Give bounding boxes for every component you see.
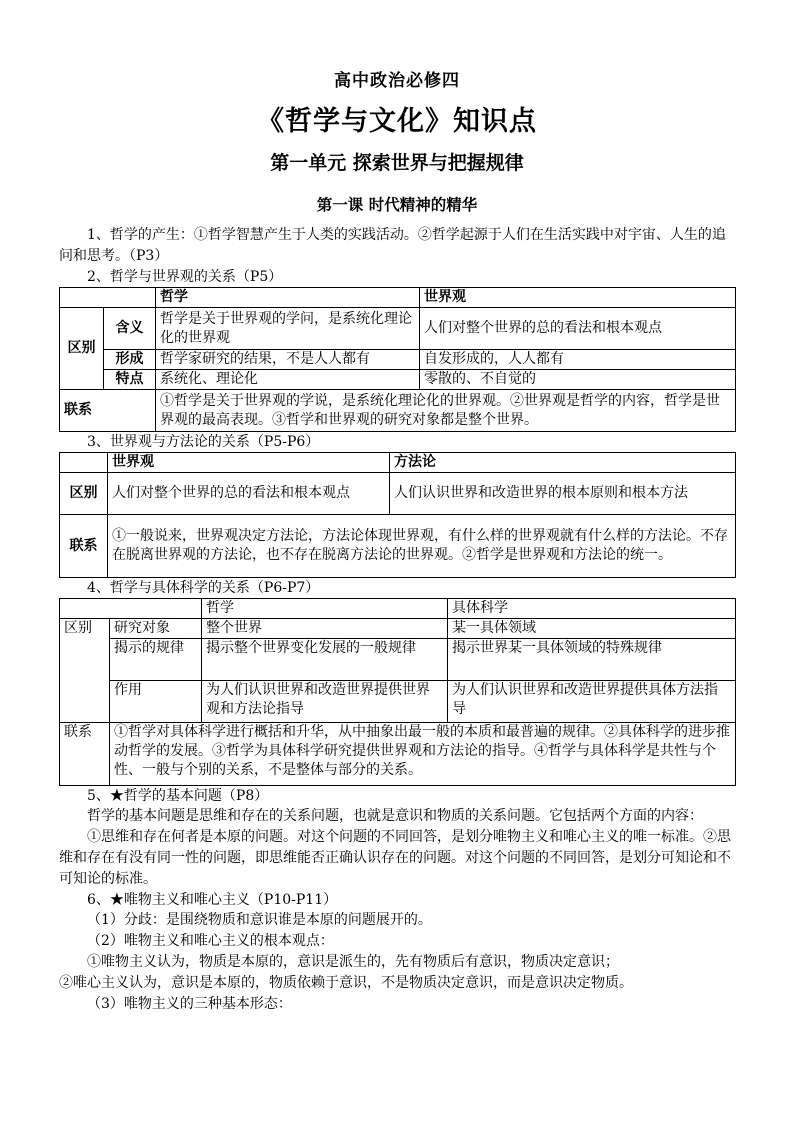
row-group-difference: 区别 bbox=[60, 619, 110, 723]
paragraph: （1）分歧：是围绕物质和意识谁是本原的问题展开的。 bbox=[87, 912, 432, 928]
row-group-difference: 区别 bbox=[60, 308, 104, 390]
table-cell: 人们对整个世界的总的看法和根本观点 bbox=[108, 473, 390, 515]
table-corner-cell bbox=[60, 288, 156, 308]
paragraph: （2）唯物主义和唯心主义的根本观点： bbox=[87, 933, 334, 949]
table-cell: 揭示世界某一具体领域的特殊规律 bbox=[448, 639, 736, 681]
unit-title: 第一单元 探索世界与把握规律 bbox=[270, 152, 524, 174]
section-6-title: 6、★唯物主义和唯心主义（P10-P11） bbox=[87, 892, 338, 908]
table-cell: 自发形成的，人人都有 bbox=[420, 350, 736, 370]
row-label-link: 联系 bbox=[60, 515, 108, 578]
lesson-title: 第一课 时代精神的精华 bbox=[316, 195, 478, 214]
table-corner-cell bbox=[60, 599, 202, 619]
paragraph: ②唯心主义认为，意识是本原的，物质依赖于意识，不是物质决定意识，而是意识决定物质。 bbox=[59, 975, 633, 991]
row-label-link: 联系 bbox=[60, 390, 156, 432]
column-header-science: 具体科学 bbox=[448, 599, 736, 619]
column-header-worldview: 世界观 bbox=[108, 453, 390, 473]
table-cell: 人们对整个世界的总的看法和根本观点 bbox=[420, 308, 736, 350]
row-label: 研究对象 bbox=[110, 619, 202, 639]
table-cell: 零散的、不自觉的 bbox=[420, 370, 736, 390]
worldview-methodology-table bbox=[59, 452, 736, 578]
document-page bbox=[59, 66, 735, 1015]
paragraph: ①唯物主义认为，物质是本原的，意识是派生的，先有物质后有意识，物质决定意识； bbox=[87, 954, 619, 970]
paragraph: （3）唯物主义的三种基本形态： bbox=[87, 996, 292, 1012]
column-header-philosophy: 哲学 bbox=[202, 599, 448, 619]
column-header-methodology: 方法论 bbox=[390, 453, 736, 473]
book-title: 《哲学与文化》知识点 bbox=[257, 106, 537, 137]
table-cell: 整个世界 bbox=[202, 619, 448, 639]
column-header-philosophy: 哲学 bbox=[156, 288, 420, 308]
section-3-title: 3、世界观与方法论的关系（P5-P6） bbox=[87, 434, 320, 450]
column-header-worldview: 世界观 bbox=[420, 288, 736, 308]
table-cell: 某一具体领域 bbox=[448, 619, 736, 639]
link-text-cell: ①哲学是关于世界观的学说，是系统化理论化的世界观。②世界观是哲学的内容，哲学是世界观的最高表现。③哲学和世界观的研究对象都是整个世界。 bbox=[156, 390, 736, 432]
table-cell: 为人们认识世界和改造世界提供具体方法指导 bbox=[448, 681, 736, 723]
table-cell: 哲学是关于世界观的学问，是系统化理论化的世界观 bbox=[156, 308, 420, 350]
table-cell: 揭示整个世界变化发展的一般规律 bbox=[202, 639, 448, 681]
course-title: 高中政治必修四 bbox=[334, 71, 460, 91]
section-5-title: 5、★哲学的基本问题（P8） bbox=[87, 788, 269, 804]
philosophy-science-table bbox=[59, 598, 736, 786]
section-2-title: 2、哲学与世界观的关系（P5） bbox=[87, 269, 283, 285]
table-cell: 人们认识世界和改造世界的根本原则和根本方法 bbox=[390, 473, 736, 515]
philosophy-worldview-table bbox=[59, 287, 736, 432]
row-label: 特点 bbox=[104, 370, 156, 390]
row-label-link: 联系 bbox=[60, 723, 110, 786]
row-label: 形成 bbox=[104, 350, 156, 370]
row-label: 含义 bbox=[104, 308, 156, 350]
link-text-cell: ①哲学对具体科学进行概括和升华，从中抽象出最一般的本质和最普遍的规律。②具体科学的进步推动哲学的发展。③哲学为具体科学研究提供世界观和方法论的指导。④哲学与具体科学是共性与个性、一般与个别的关系，不是整体与部分的关系。 bbox=[110, 723, 736, 786]
link-text-cell: ①一般说来，世界观决定方法论，方法论体现世界观，有什么样的世界观就有什么样的方法论。不存在脱离世界观的方法论，也不存在脱离方法论的世界观。②哲学是世界观和方法论的统一。 bbox=[108, 515, 736, 578]
row-label: 作用 bbox=[110, 681, 202, 723]
paragraph: ①思维和存在何者是本原的问题。对这个问题的不同回答，是划分唯物主义和唯心主义的唯一标准。②思维和存在有没有同一性的问题，即思维能否正确认识存在的问题。对这个问题的不同回答，是划分可知论和不可知论的标准。 bbox=[59, 829, 731, 887]
row-label: 揭示的规律 bbox=[110, 639, 202, 681]
row-label-difference: 区别 bbox=[60, 473, 108, 515]
section-4-title: 4、哲学与具体科学的关系（P6-P7） bbox=[87, 580, 320, 596]
paragraph: 哲学的基本问题是思维和存在的关系问题，也就是意识和物质的关系问题。它包括两个方面的内容： bbox=[87, 808, 703, 824]
section-1-text: 1、哲学的产生：①哲学智慧产生于人类的实践活动。②哲学起源于人们在生活实践中对宇宙、人生的追问和思考。（P3） bbox=[59, 227, 726, 264]
table-cell: 系统化、理论化 bbox=[156, 370, 420, 390]
table-cell: 哲学家研究的结果，不是人人都有 bbox=[156, 350, 420, 370]
table-corner-cell bbox=[60, 453, 108, 473]
table-cell: 为人们认识世界和改造世界提供世界观和方法论指导 bbox=[202, 681, 448, 723]
